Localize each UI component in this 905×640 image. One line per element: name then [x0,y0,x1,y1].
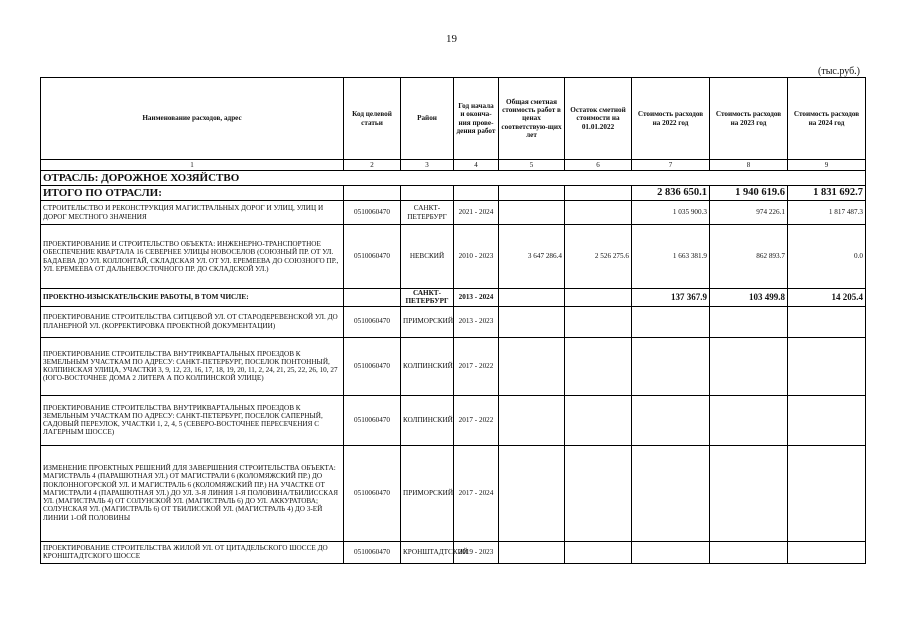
cell-cost-2023 [710,395,788,445]
cell-code: 0510060470 [344,337,401,395]
header-remainder: Остаток сметной стоимости на 01.01.2022 [565,78,632,160]
cell-district: КРОНШТАДТСКИЙ [401,541,454,563]
cell-cost-2024 [788,306,866,337]
cell-cost-2024 [788,541,866,563]
cell-cost-2022: 1 663 381.9 [632,225,710,289]
cell-remainder [565,337,632,395]
cell-cost-2023 [710,541,788,563]
sector-total-row [41,186,866,201]
cell-name: СТРОИТЕЛЬСТВО И РЕКОНСТРУКЦИЯ МАГИСТРАЛЬНЫХ ДОРОГ И УЛИЦ, УЛИЦ И ДОРОГ МЕСТНОГО ЗНАЧЕНИЯ [41,201,344,225]
table-row [41,289,866,307]
cell-cost-2024: 14 205.4 [788,289,866,307]
header-cost-2023: Стоимость расходов на 2023 год [710,78,788,160]
cell-years: 2013 - 2023 [454,306,499,337]
page-number: 19 [446,33,457,45]
column-number: 2 [344,160,401,171]
units-label: (тыс.руб.) [818,66,861,77]
table-row [41,445,866,541]
header-years: Год начала и оконча-ния прове-дения работ [454,78,499,160]
cell-total-cost [499,541,565,563]
cell-cost-2022 [632,445,710,541]
cell-cost-2022: 137 367.9 [632,289,710,307]
cell-name: ПРОЕКТИРОВАНИЕ СТРОИТЕЛЬСТВА ВНУТРИКВАРТАЛЬНЫХ ПРОЕЗДОВ К ЗЕМЕЛЬНЫМ УЧАСТКАМ ПО АДРЕСУ: САНКТ-ПЕТЕРБУРГ, ПОСЕЛОК ПОНТОННЫЙ, КОЛПИНСКАЯ УЛИЦА, УЧАСТКИ 3, 9, 12, 23, 16, 17, 18, 19, 20, 11, 2, 24, 21, 25, 22, 26, 10, 27 (ЮГО-ВОСТОЧНЕЕ ДОМА 2 ЛИТЕРА А ПО КОЛПИНСКОЙ УЛИЦЕ) [41,337,344,395]
cell-total-cost [499,337,565,395]
sector-title: ОТРАСЛЬ: ДОРОЖНОЕ ХОЗЯЙСТВО [41,171,866,186]
cell-years: 2017 - 2022 [454,395,499,445]
header-total-cost: Общая сметная стоимость работ в ценах соответствую-щих лет [499,78,565,160]
cell-total-cost [499,201,565,225]
cell-code: 0510060470 [344,541,401,563]
cell-years: 2017 - 2024 [454,445,499,541]
cell-district: ПРИМОРСКИЙ [401,306,454,337]
cell-district: ПРИМОРСКИЙ [401,445,454,541]
column-numbers-row [41,160,866,171]
column-number: 7 [632,160,710,171]
cell-cost-2022 [632,395,710,445]
cell-cost-2022 [632,337,710,395]
column-number: 8 [710,160,788,171]
cell-remainder [565,541,632,563]
cell-code: 0510060470 [344,306,401,337]
cell-total-cost: 3 647 286.4 [499,225,565,289]
cell-cost-2024: 1 817 487.3 [788,201,866,225]
cell-cost-2024 [788,445,866,541]
cell-name: ПРОЕКТИРОВАНИЕ СТРОИТЕЛЬСТВА ВНУТРИКВАРТАЛЬНЫХ ПРОЕЗДОВ К ЗЕМЕЛЬНЫМ УЧАСТКАМ ПО АДРЕСУ: САНКТ-ПЕТЕРБУРГ, ПОСЕЛОК САПЕРНЫЙ, САДОВЫЙ ПЕРЕУЛОК, УЧАСТКИ 1, 2, 4, 5 (СЕВЕРО-ВОСТОЧНЕЕ ПЕРЕСЕЧЕНИЯ С ЛАГЕРНЫМ ШОССЕ) [41,395,344,445]
cell-remainder [565,201,632,225]
sector-total-label: ИТОГО ПО ОТРАСЛИ: [41,186,344,201]
cell-total-cost [499,445,565,541]
cell-cost-2024 [788,395,866,445]
sector-total-2022: 2 836 650.1 [632,186,710,201]
cell-cost-2024: 0.0 [788,225,866,289]
cell-years: 2010 - 2023 [454,225,499,289]
table-row [41,201,866,225]
cell-cost-2023: 103 499.8 [710,289,788,307]
header-row [41,78,866,160]
cell-years: 2017 - 2022 [454,337,499,395]
column-number: 9 [788,160,866,171]
cell-total-cost [499,289,565,307]
cell-cost-2023: 974 226.1 [710,201,788,225]
header-cost-2022: Стоимость расходов на 2022 год [632,78,710,160]
cell-remainder [565,445,632,541]
cell-name: ПРОЕКТИРОВАНИЕ СТРОИТЕЛЬСТВА СИТЦЕВОЙ УЛ. ОТ СТАРОДЕРЕВЕНСКОЙ УЛ. ДО ПЛАНЕРНОЙ УЛ. (КОРРЕКТИРОВКА ПРОЕКТНОЙ ДОКУМЕНТАЦИИ) [41,306,344,337]
sector-total-2023: 1 940 619.6 [710,186,788,201]
cell-code [344,289,401,307]
cell-district: КОЛПИНСКИЙ [401,337,454,395]
cell-years: 2013 - 2024 [454,289,499,307]
cell-name: ПРОЕКТНО-ИЗЫСКАТЕЛЬСКИЕ РАБОТЫ, В ТОМ ЧИСЛЕ: [41,289,344,307]
table-row [41,395,866,445]
cell-code: 0510060470 [344,225,401,289]
header-district: Район [401,78,454,160]
column-number: 3 [401,160,454,171]
cell-remainder [565,289,632,307]
cell-years: 2019 - 2023 [454,541,499,563]
cell-code: 0510060470 [344,201,401,225]
table-row [41,541,866,563]
cell-cost-2023 [710,337,788,395]
cell-total-cost [499,306,565,337]
cell-cost-2023: 862 893.7 [710,225,788,289]
cell-cost-2022: 1 035 900.3 [632,201,710,225]
cell-name: ИЗМЕНЕНИЕ ПРОЕКТНЫХ РЕШЕНИЙ ДЛЯ ЗАВЕРШЕНИЯ СТРОИТЕЛЬСТВА ОБЪЕКТА: МАГИСТРАЛЬ 4 (ПАРАШЮТНАЯ УЛ.) ОТ МАГИСТРАЛИ 6 (КОЛОМЯЖСКИЙ ПР.) ДО ПОКЛОННОГОРСКОЙ УЛ. И МАГИСТРАЛЬ 6 (КОЛОМЯЖСКИЙ ПР.) НА УЧАСТКЕ ОТ МАГИСТРАЛИ 4 (ПАРАШЮТНАЯ УЛ.) ДО УЛ. 3-Я ЛИНИЯ 1-Я ПОЛОВИНА/ТБИЛИССКАЯ УЛ. (МАГИСТРАЛЬ 4) ОТ СОЛУНСКОЙ УЛ. (МАГИСТРАЛЬ 6) ДО УЛ. АККУРАТОВА; СОЛУНСКАЯ УЛ. (МАГИСТРАЛЬ 6) ОТ ТБИЛИССКОЙ УЛ. (МАГИСТРАЛЬ 4) ДО 3-ЕЙ ЛИНИИ 1-ОЙ ПОЛОВИНЫ [41,445,344,541]
table-row [41,306,866,337]
sector-row [41,171,866,186]
header-code: Код целевой статьи [344,78,401,160]
cell-district: КОЛПИНСКИЙ [401,395,454,445]
cell-name: ПРОЕКТИРОВАНИЕ СТРОИТЕЛЬСТВА ЖИЛОЙ УЛ. ОТ ЦИТАДЕЛЬСКОГО ШОССЕ ДО КРОНШТАДТСКОГО ШОССЕ [41,541,344,563]
cell-years: 2021 - 2024 [454,201,499,225]
cell-cost-2023 [710,306,788,337]
header-cost-2024: Стоимость расходов на 2024 год [788,78,866,160]
cell-remainder: 2 526 275.6 [565,225,632,289]
column-number: 5 [499,160,565,171]
cell-cost-2022 [632,541,710,563]
cell-code: 0510060470 [344,445,401,541]
column-number: 6 [565,160,632,171]
table-row [41,337,866,395]
cell-total-cost [499,395,565,445]
sector-total-2024: 1 831 692.7 [788,186,866,201]
cell-district: САНКТ-ПЕТЕРБУРГ [401,289,454,307]
column-number: 4 [454,160,499,171]
budget-table [40,77,866,564]
cell-code: 0510060470 [344,395,401,445]
cell-district: САНКТ-ПЕТЕРБУРГ [401,201,454,225]
column-number: 1 [41,160,344,171]
table-row [41,225,866,289]
cell-district: НЕВСКИЙ [401,225,454,289]
cell-name: ПРОЕКТИРОВАНИЕ И СТРОИТЕЛЬСТВО ОБЪЕКТА: ИНЖЕНЕРНО-ТРАНСПОРТНОЕ ОБЕСПЕЧЕНИЕ КВАРТАЛА 16 СЕВЕРНЕЕ УЛИЦЫ НОВОСЕЛОВ (СОЮЗНЫЙ ПР. ОТ УЛ. БАДАЕВА ДО УЛ. КОЛЛОНТАЙ, СКЛАДСКАЯ УЛ. ОТ УЛ. ЕРЕМЕЕВА ДО СОЮЗНОГО ПР., УЛ. ЕРЕМЕЕВА ОТ ДАЛЬНЕВОСТОЧНОГО ПР. ДО СКЛАДСКОЙ УЛ.) [41,225,344,289]
cell-cost-2023 [710,445,788,541]
cell-remainder [565,306,632,337]
cell-cost-2024 [788,337,866,395]
header-name: Наименование расходов, адрес [41,78,344,160]
cell-cost-2022 [632,306,710,337]
cell-remainder [565,395,632,445]
